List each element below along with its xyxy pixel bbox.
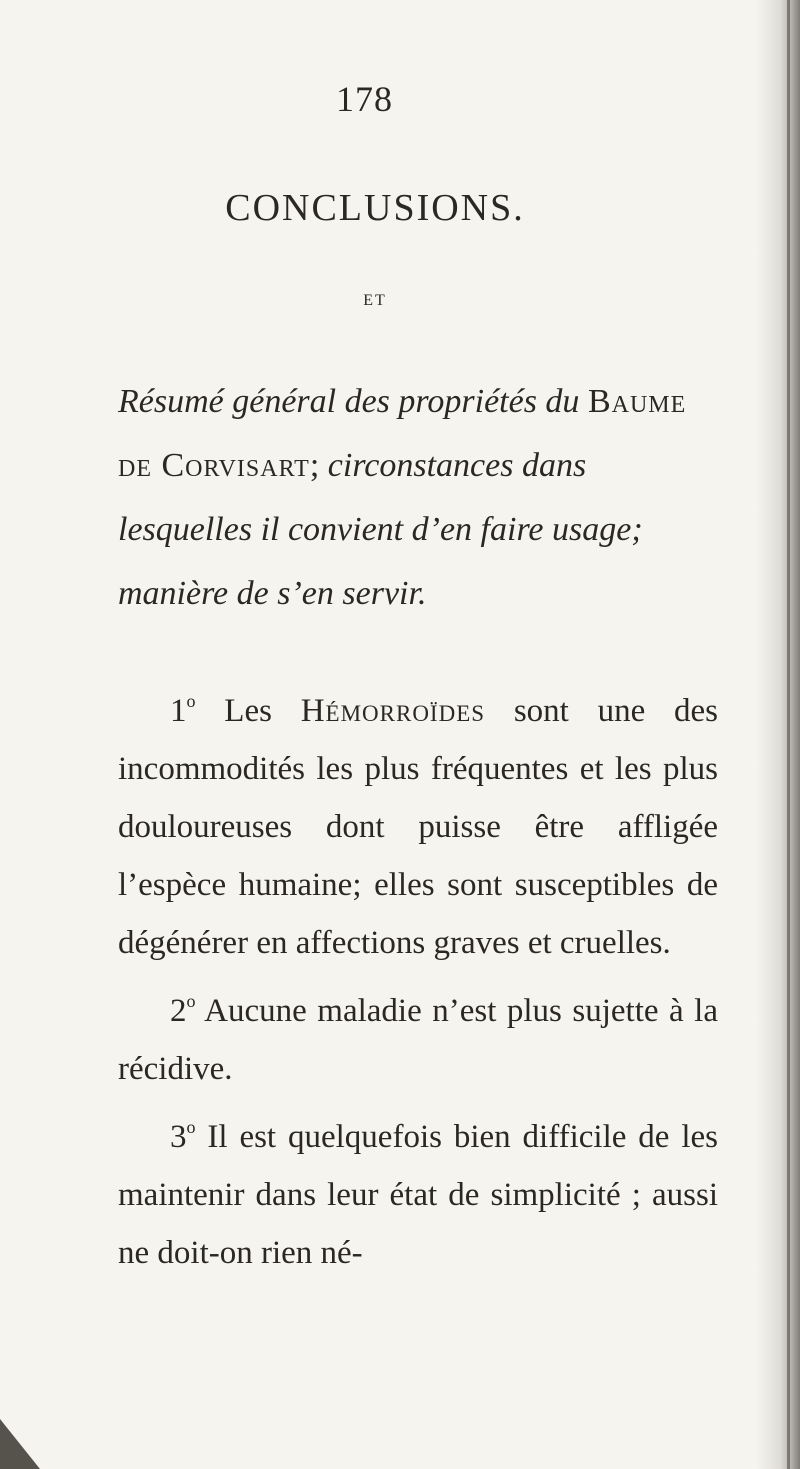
title-conjunction: ET: [363, 292, 387, 309]
ordinal-mark: o: [186, 1117, 196, 1137]
page-edge-shadow: [756, 0, 800, 1469]
paragraph-1: [118, 672, 718, 972]
paragraph-3: [118, 1098, 718, 1282]
body-text: [118, 672, 718, 1282]
paragraph-number: 1: [170, 693, 187, 729]
paragraph-number: 3: [170, 1119, 187, 1155]
subtitle-product-name: Baume de Corvisart: [118, 383, 687, 484]
chapter-title: CONCLUSIONS.: [225, 187, 525, 229]
page-edge-line: [787, 0, 790, 1469]
corner-fold-mark: [0, 1419, 40, 1469]
paragraph-2: [118, 972, 718, 1098]
ordinal-mark: o: [186, 691, 196, 711]
paragraph-term: Hémorroïdes: [300, 693, 486, 729]
paragraph-text: sont une des incommodités les plus fréquentes et les plus douloureuses dont puisse être affligée l’espèce humaine; elles sont susceptibles de dégénérer en affections graves et cruelles.: [118, 693, 719, 961]
page-number: 178: [336, 79, 393, 119]
paragraph-lead: Les: [224, 693, 301, 729]
subtitle-part-1: Résumé général des propriétés du: [118, 383, 588, 420]
subtitle-part-2: circonstances dans lesquelles il convient d’en faire usage; manière de s’en servir.: [118, 447, 643, 612]
ordinal-mark: o: [186, 991, 196, 1011]
subtitle-separator: ;: [309, 447, 328, 484]
paragraph-text: Aucune maladie n’est plus sujette à la récidive.: [118, 993, 718, 1087]
paragraph-text: Il est quelquefois bien difficile de les maintenir dans leur état de simplicité ; aussi ne doit-on rien né-: [118, 1119, 718, 1271]
chapter-subtitle: [118, 370, 718, 626]
paragraph-number: 2: [170, 993, 187, 1029]
